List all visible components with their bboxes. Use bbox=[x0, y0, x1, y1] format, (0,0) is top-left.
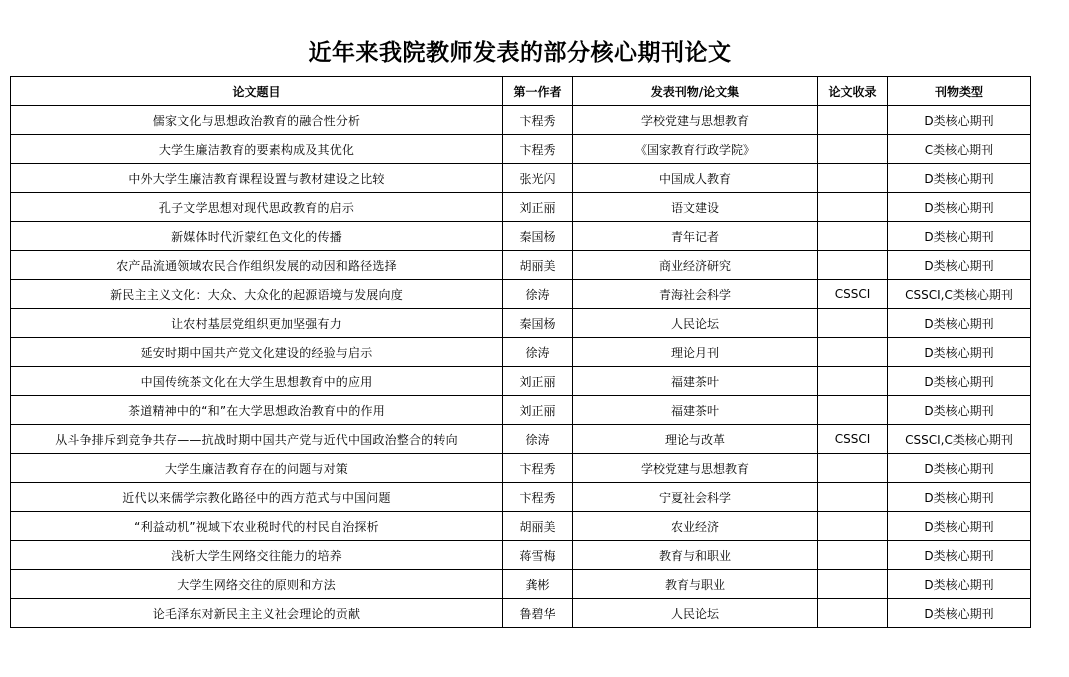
cell-author: 刘正丽 bbox=[503, 367, 573, 396]
cell-journal: 青海社会科学 bbox=[573, 280, 818, 309]
cell-author: 胡丽美 bbox=[503, 251, 573, 280]
cell-title: 论毛泽东对新民主主义社会理论的贡献 bbox=[11, 599, 503, 628]
cell-title: 儒家文化与思想政治教育的融合性分析 bbox=[11, 106, 503, 135]
cell-journal: 人民论坛 bbox=[573, 599, 818, 628]
table-row bbox=[11, 338, 1031, 367]
table-row bbox=[11, 570, 1031, 599]
cell-author: 卞程秀 bbox=[503, 106, 573, 135]
cell-type: D类核心期刊 bbox=[888, 483, 1031, 512]
cell-journal: 商业经济研究 bbox=[573, 251, 818, 280]
cell-title: 让农村基层党组织更加坚强有力 bbox=[11, 309, 503, 338]
cell-index bbox=[818, 367, 888, 396]
cell-title: 茶道精神中的“和”在大学思想政治教育中的作用 bbox=[11, 396, 503, 425]
cell-title: 大学生廉洁教育的要素构成及其优化 bbox=[11, 135, 503, 164]
table-row bbox=[11, 483, 1031, 512]
page-title: 近年来我院教师发表的部分核心期刊论文 bbox=[308, 39, 732, 66]
cell-type: D类核心期刊 bbox=[888, 222, 1031, 251]
cell-title: 中外大学生廉洁教育课程设置与教材建设之比较 bbox=[11, 164, 503, 193]
cell-author: 徐涛 bbox=[503, 338, 573, 367]
cell-journal: 《国家教育行政学院》 bbox=[573, 135, 818, 164]
cell-journal: 语文建设 bbox=[573, 193, 818, 222]
table-row bbox=[11, 599, 1031, 628]
cell-index bbox=[818, 541, 888, 570]
table-row bbox=[11, 367, 1031, 396]
cell-journal: 学校党建与思想教育 bbox=[573, 106, 818, 135]
cell-title: 孔子文学思想对现代思政教育的启示 bbox=[11, 193, 503, 222]
cell-type: CSSCI,C类核心期刊 bbox=[888, 425, 1031, 454]
cell-author: 徐涛 bbox=[503, 280, 573, 309]
cell-type: D类核心期刊 bbox=[888, 396, 1031, 425]
cell-author: 秦国杨 bbox=[503, 309, 573, 338]
cell-type: D类核心期刊 bbox=[888, 193, 1031, 222]
cell-journal: 福建茶叶 bbox=[573, 367, 818, 396]
cell-journal: 福建茶叶 bbox=[573, 396, 818, 425]
table-row bbox=[11, 106, 1031, 135]
cell-author: 刘正丽 bbox=[503, 396, 573, 425]
cell-index bbox=[818, 193, 888, 222]
cell-title: 延安时期中国共产党文化建设的经验与启示 bbox=[11, 338, 503, 367]
table-row bbox=[11, 280, 1031, 309]
cell-index bbox=[818, 164, 888, 193]
cell-index bbox=[818, 483, 888, 512]
cell-author: 卞程秀 bbox=[503, 483, 573, 512]
cell-journal: 学校党建与思想教育 bbox=[573, 454, 818, 483]
table-row bbox=[11, 135, 1031, 164]
cell-journal: 教育与职业 bbox=[573, 570, 818, 599]
cell-author: 刘正丽 bbox=[503, 193, 573, 222]
table-row bbox=[11, 454, 1031, 483]
cell-type: D类核心期刊 bbox=[888, 570, 1031, 599]
table-row bbox=[11, 309, 1031, 338]
cell-type: D类核心期刊 bbox=[888, 309, 1031, 338]
cell-type: D类核心期刊 bbox=[888, 338, 1031, 367]
cell-index bbox=[818, 106, 888, 135]
header-title: 论文题目 bbox=[11, 77, 503, 106]
cell-type: D类核心期刊 bbox=[888, 106, 1031, 135]
cell-title: 中国传统茶文化在大学生思想教育中的应用 bbox=[11, 367, 503, 396]
cell-type: C类核心期刊 bbox=[888, 135, 1031, 164]
cell-journal: 理论与改革 bbox=[573, 425, 818, 454]
cell-type: D类核心期刊 bbox=[888, 454, 1031, 483]
cell-type: D类核心期刊 bbox=[888, 251, 1031, 280]
cell-author: 龚彬 bbox=[503, 570, 573, 599]
cell-type: D类核心期刊 bbox=[888, 599, 1031, 628]
cell-index bbox=[818, 570, 888, 599]
table-row bbox=[11, 425, 1031, 454]
cell-index bbox=[818, 338, 888, 367]
cell-author: 张光闪 bbox=[503, 164, 573, 193]
cell-index bbox=[818, 396, 888, 425]
header-author: 第一作者 bbox=[503, 77, 573, 106]
cell-type: CSSCI,C类核心期刊 bbox=[888, 280, 1031, 309]
cell-journal: 宁夏社会科学 bbox=[573, 483, 818, 512]
header-journal: 发表刊物/论文集 bbox=[573, 77, 818, 106]
cell-title: 新民主主义文化：大众、大众化的起源语境与发展向度 bbox=[11, 280, 503, 309]
cell-author: 秦国杨 bbox=[503, 222, 573, 251]
cell-type: D类核心期刊 bbox=[888, 367, 1031, 396]
cell-type: D类核心期刊 bbox=[888, 541, 1031, 570]
cell-index bbox=[818, 251, 888, 280]
cell-author: 蒋雪梅 bbox=[503, 541, 573, 570]
cell-title: 从斗争排斥到竞争共存——抗战时期中国共产党与近代中国政治整合的转向 bbox=[11, 425, 503, 454]
cell-index bbox=[818, 309, 888, 338]
cell-journal: 农业经济 bbox=[573, 512, 818, 541]
cell-journal: 人民论坛 bbox=[573, 309, 818, 338]
cell-index bbox=[818, 135, 888, 164]
table-row bbox=[11, 512, 1031, 541]
cell-author: 卞程秀 bbox=[503, 454, 573, 483]
table-row bbox=[11, 222, 1031, 251]
cell-index bbox=[818, 454, 888, 483]
cell-author: 徐涛 bbox=[503, 425, 573, 454]
table-row bbox=[11, 251, 1031, 280]
cell-title: 近代以来儒学宗教化路径中的西方范式与中国问题 bbox=[11, 483, 503, 512]
cell-index bbox=[818, 599, 888, 628]
table-row bbox=[11, 396, 1031, 425]
cell-title: 浅析大学生网络交往能力的培养 bbox=[11, 541, 503, 570]
cell-journal: 青年记者 bbox=[573, 222, 818, 251]
header-type: 刊物类型 bbox=[888, 77, 1031, 106]
cell-index: CSSCI bbox=[818, 280, 888, 309]
cell-index: CSSCI bbox=[818, 425, 888, 454]
cell-author: 卞程秀 bbox=[503, 135, 573, 164]
table-row bbox=[11, 164, 1031, 193]
table-row bbox=[11, 193, 1031, 222]
cell-journal: 教育与和职业 bbox=[573, 541, 818, 570]
cell-title: 农产品流通领域农民合作组织发展的动因和路径选择 bbox=[11, 251, 503, 280]
cell-title: 大学生廉洁教育存在的问题与对策 bbox=[11, 454, 503, 483]
cell-index bbox=[818, 222, 888, 251]
header-row bbox=[11, 77, 1031, 106]
cell-title: 新媒体时代沂蒙红色文化的传播 bbox=[11, 222, 503, 251]
cell-type: D类核心期刊 bbox=[888, 512, 1031, 541]
header-index: 论文收录 bbox=[818, 77, 888, 106]
cell-index bbox=[818, 512, 888, 541]
cell-title: “利益动机”视域下农业税时代的村民自治探析 bbox=[11, 512, 503, 541]
papers-table bbox=[10, 76, 1031, 628]
cell-type: D类核心期刊 bbox=[888, 164, 1031, 193]
cell-title: 大学生网络交往的原则和方法 bbox=[11, 570, 503, 599]
cell-journal: 理论月刊 bbox=[573, 338, 818, 367]
table-body bbox=[11, 106, 1031, 628]
cell-author: 胡丽美 bbox=[503, 512, 573, 541]
cell-author: 鲁碧华 bbox=[503, 599, 573, 628]
table-row bbox=[11, 541, 1031, 570]
cell-journal: 中国成人教育 bbox=[573, 164, 818, 193]
